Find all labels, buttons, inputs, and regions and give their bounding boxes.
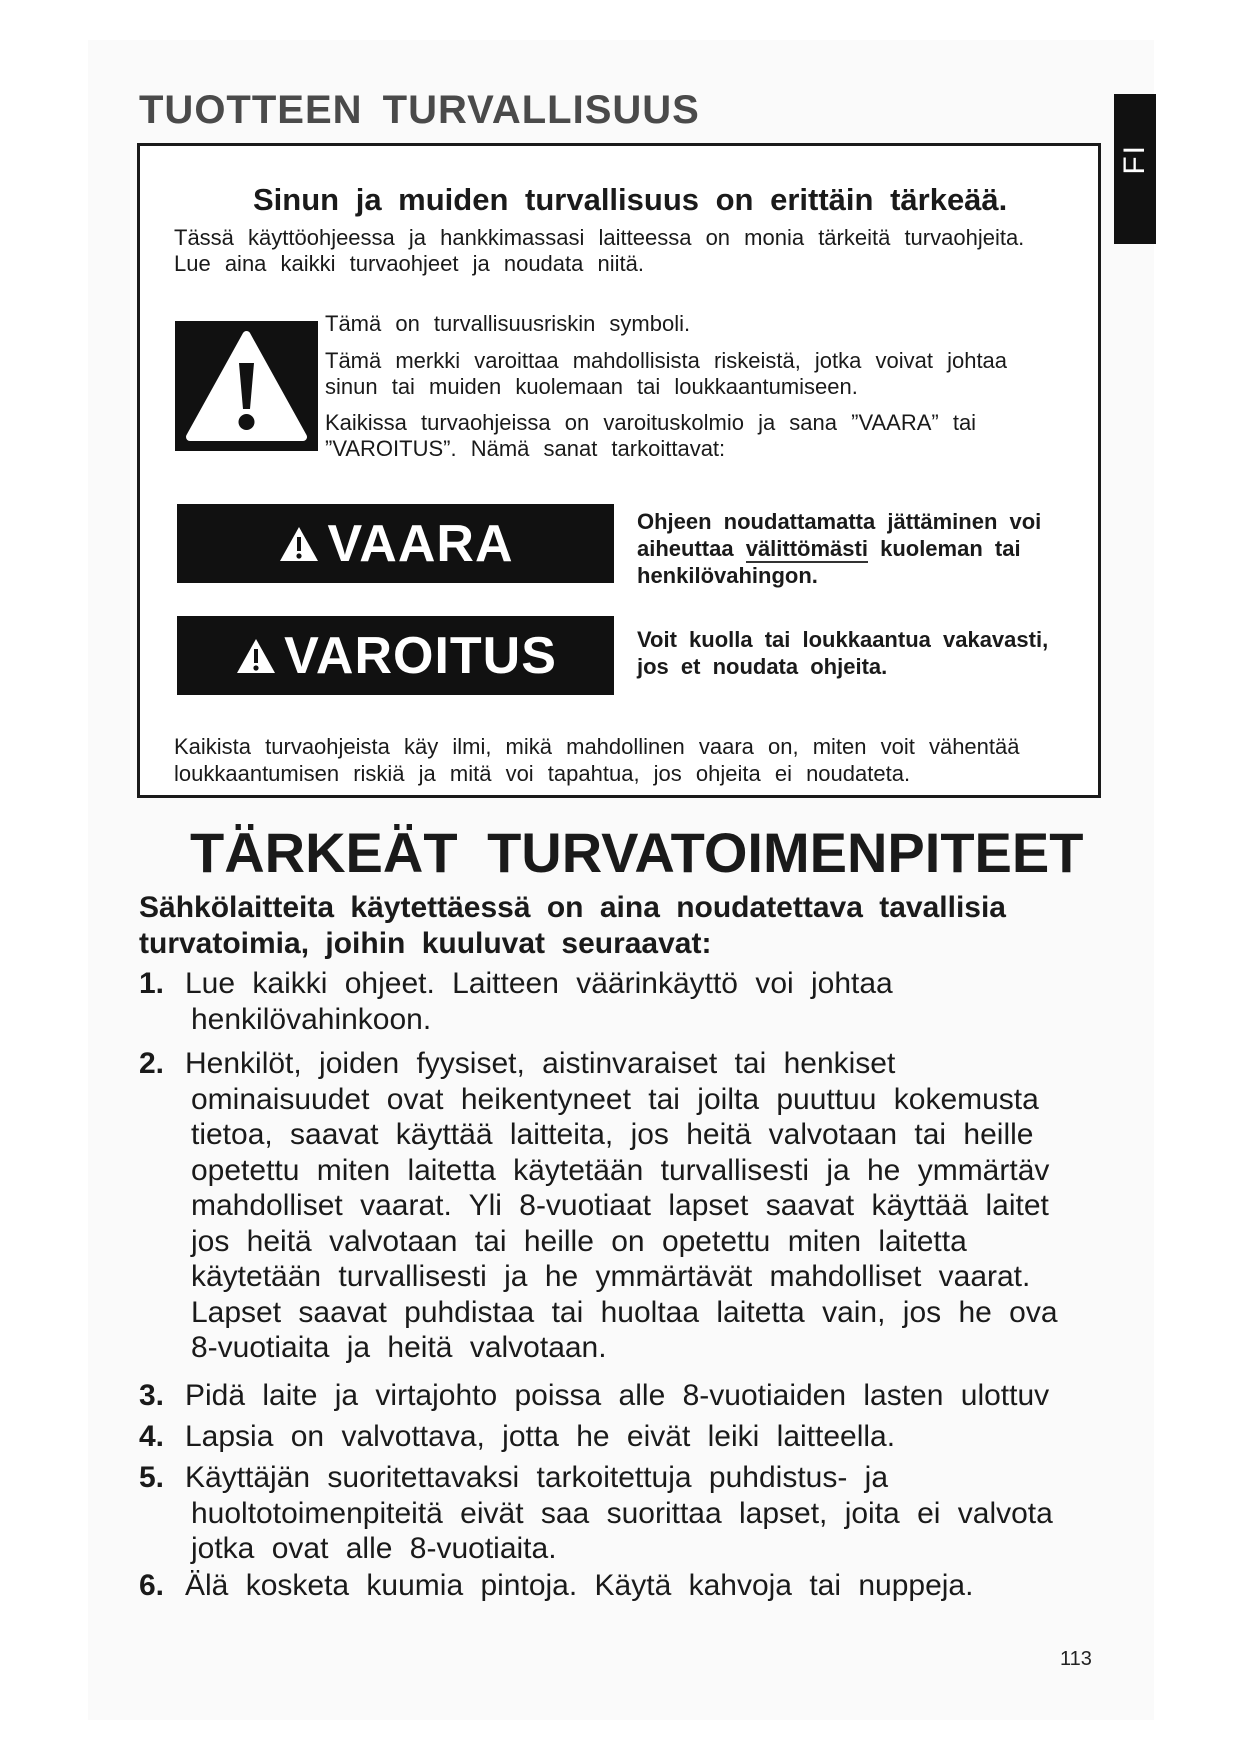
warning-label: VAROITUS (284, 626, 557, 685)
danger-desc-text: aiheuttaa (637, 536, 746, 561)
warning-desc-line: Voit kuolla tai loukkaantua vakavasti, (637, 627, 1049, 652)
item-number: 4. (139, 1420, 165, 1453)
list-item-5 (139, 1460, 1154, 1567)
safety-info-box (137, 143, 1101, 798)
item-text: huoltotoimenpiteitä eivät saa suorittaa lapset, joita ei valvota (191, 1496, 1053, 1530)
box-heading: Sinun ja muiden turvallisuus on erittäin tärkeää. (253, 182, 1008, 217)
small-warning-triangle-icon (277, 524, 321, 564)
list-item-1 (139, 966, 1154, 1037)
item-text: jos heitä valvotaan tai heille on opetettu miten laitetta (191, 1224, 967, 1258)
item-text: Pidä laite ja virtajohto poissa alle 8-vuotiaiden lasten ulottuv (185, 1379, 1050, 1412)
item-number: 5. (139, 1461, 165, 1494)
language-tab (1114, 94, 1156, 244)
danger-signal-panel (177, 504, 614, 583)
danger-label: VAARA (327, 514, 514, 573)
symbol-text-line: ”VAROITUS”. Nämä sanat tarkoittavat: (325, 436, 726, 461)
danger-desc-line: henkilövahingon. (637, 563, 818, 588)
item-text: mahdolliset vaarat. Yli 8-vuotiaat lapset saavat käyttää laitet (191, 1189, 1049, 1222)
item-number: 1. (139, 967, 165, 1000)
warning-description (637, 626, 1048, 680)
item-number: 2. (139, 1047, 165, 1080)
danger-desc-line: Ohjeen noudattamatta jättäminen voi (637, 509, 1042, 534)
item-number: 6. (139, 1569, 165, 1602)
item-text: ominaisuudet ovat heikentyneet tai joilta puuttuu kokemusta (191, 1082, 1039, 1116)
item-text: Lue kaikki ohjeet. Laitteen väärinkäyttö voi johtaa (185, 967, 893, 1000)
danger-desc-line (637, 535, 1041, 562)
danger-desc-text: kuoleman tai (867, 536, 1021, 561)
symbol-text-line: sinun tai muiden kuolemaan tai loukkaantumiseen. (325, 374, 858, 399)
item-number: 3. (139, 1379, 165, 1412)
intro-line: Sähkölaitteita käytettäessä on aina noudatettava tavallisia (139, 891, 1006, 924)
box-intro-line: Lue aina kaikki turvaohjeet ja noudata niitä. (174, 251, 644, 276)
small-warning-triangle-icon (234, 636, 278, 676)
list-item-4 (139, 1419, 1154, 1455)
item-text: henkilövahinkoon. (191, 1002, 432, 1036)
list-item-2 (139, 1046, 1154, 1366)
box-footer-line: loukkaantumisen riskiä ja mitä voi tapahtua, jos ohjeita ei noudateta. (174, 761, 911, 786)
section-title: TUOTTEEN TURVALLISUUS (139, 88, 700, 132)
box-footer-line: Kaikista turvaohjeista käy ilmi, mikä mahdollinen vaara on, miten voit vähentää (174, 734, 1020, 759)
page-number: 113 (1060, 1648, 1092, 1670)
intro-line: turvatoimia, joihin kuuluvat seuraavat: (139, 927, 712, 960)
item-text: Henkilöt, joiden fyysiset, aistinvaraiset tai henkiset (185, 1047, 896, 1080)
item-text: tietoa, saavat käyttää laitteita, jos heitä valvotaan tai heille (191, 1118, 1034, 1151)
warning-signal-panel (177, 616, 614, 695)
item-text: Lapset saavat puhdistaa tai huoltaa laitetta vain, jos he ova (191, 1295, 1058, 1329)
danger-description (637, 508, 1041, 589)
item-text: 8-vuotiaita ja heitä valvotaan. (191, 1331, 607, 1364)
symbol-text-line: Kaikissa turvaohjeissa on varoituskolmio ja sana ”VAARA” tai (325, 410, 977, 435)
warning-desc-line: jos et noudata ohjeita. (637, 654, 888, 679)
main-heading: TÄRKEÄT TURVATOIMENPITEET (190, 821, 1084, 884)
item-text: käytetään turvallisesti ja he ymmärtävät mahdolliset vaarat. (191, 1260, 1031, 1293)
item-text: Käyttäjän suoritettavaksi tarkoitettuja puhdistus- ja (185, 1461, 889, 1494)
item-text: jotka ovat alle 8-vuotiaita. (191, 1532, 557, 1565)
intro-text (139, 890, 1006, 962)
language-code: FI (1118, 144, 1151, 175)
warning-triangle-icon (175, 321, 318, 451)
box-intro-line: Tässä käyttöohjeessa ja hankkimassasi laitteessa on monia tärkeitä turvaohjeita. (174, 225, 1025, 250)
symbol-text-line: Tämä merkki varoittaa mahdollisista riskeistä, jotka voivat johtaa (325, 348, 1008, 373)
list-item-6 (139, 1568, 1154, 1604)
item-text: Lapsia on valvottava, jotta he eivät leiki laitteella. (185, 1420, 896, 1453)
item-text: Älä kosketa kuumia pintoja. Käytä kahvoja tai nuppeja. (185, 1569, 974, 1602)
item-text: opetettu miten laitetta käytetään turvallisesti ja he ymmärtäv (191, 1153, 1050, 1187)
danger-desc-underlined: välittömästi (745, 536, 868, 561)
list-item-3 (139, 1378, 1154, 1414)
symbol-text-line: Tämä on turvallisuusriskin symboli. (325, 311, 691, 336)
